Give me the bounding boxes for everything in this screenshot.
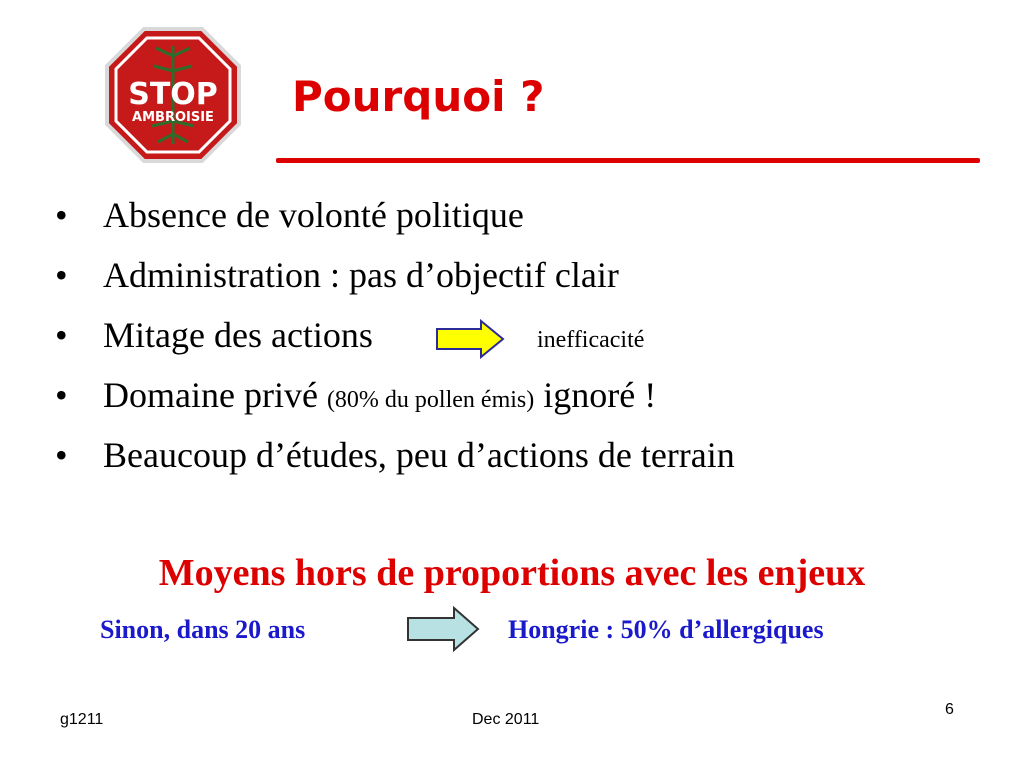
consequence-right-text: Hongrie : 50% d’allergiques: [508, 615, 824, 644]
conclusion-text: Moyens hors de proportions avec les enjeux: [158, 552, 866, 594]
bullet-dot-icon: •: [55, 315, 68, 355]
bullet-item: [55, 188, 995, 248]
bullet-text-with-arrow: [103, 308, 644, 367]
bullet-text: Administration : pas d’objectif clair: [103, 255, 619, 295]
footer-left-text: g1211: [60, 711, 104, 728]
bullet-item: [55, 428, 995, 488]
bullet-tail: ignoré !: [543, 375, 657, 415]
slide-title: Pourquoi ?: [292, 72, 545, 121]
bullet-dot-icon: •: [55, 375, 68, 415]
bullet-text: Mitage des actions: [103, 315, 373, 355]
stop-ambroisie-logo: [104, 26, 242, 164]
bullet-dot-icon: •: [55, 195, 68, 235]
bullet-dot-icon: •: [55, 435, 68, 475]
bullet-text-composite: [103, 368, 656, 427]
bullet-list: [55, 188, 995, 488]
consequence-left-text: Sinon, dans 20 ans: [100, 615, 306, 644]
bullet-note: (80% du pollen émis): [326, 387, 535, 413]
bullet-item: [55, 308, 995, 368]
bullet-dot-icon: •: [55, 255, 68, 295]
bullet-text: Absence de volonté politique: [103, 195, 524, 235]
title-underline: [276, 158, 980, 163]
teal-arrow-icon: [406, 606, 480, 652]
logo-ambroisie-text: AMBROISIE: [132, 110, 214, 125]
bullet-result-text: inefficacité: [536, 327, 645, 353]
bullet-text: Beaucoup d’études, peu d’actions de terrain: [103, 435, 735, 475]
page-number: 6: [945, 701, 954, 718]
bullet-item: [55, 368, 995, 428]
yellow-arrow-icon: [435, 319, 505, 359]
footer-date-text: Dec 2011: [472, 711, 540, 728]
bullet-text: Domaine privé: [103, 375, 318, 415]
logo-stop-text: STOP: [128, 77, 218, 112]
bullet-item: [55, 248, 995, 308]
